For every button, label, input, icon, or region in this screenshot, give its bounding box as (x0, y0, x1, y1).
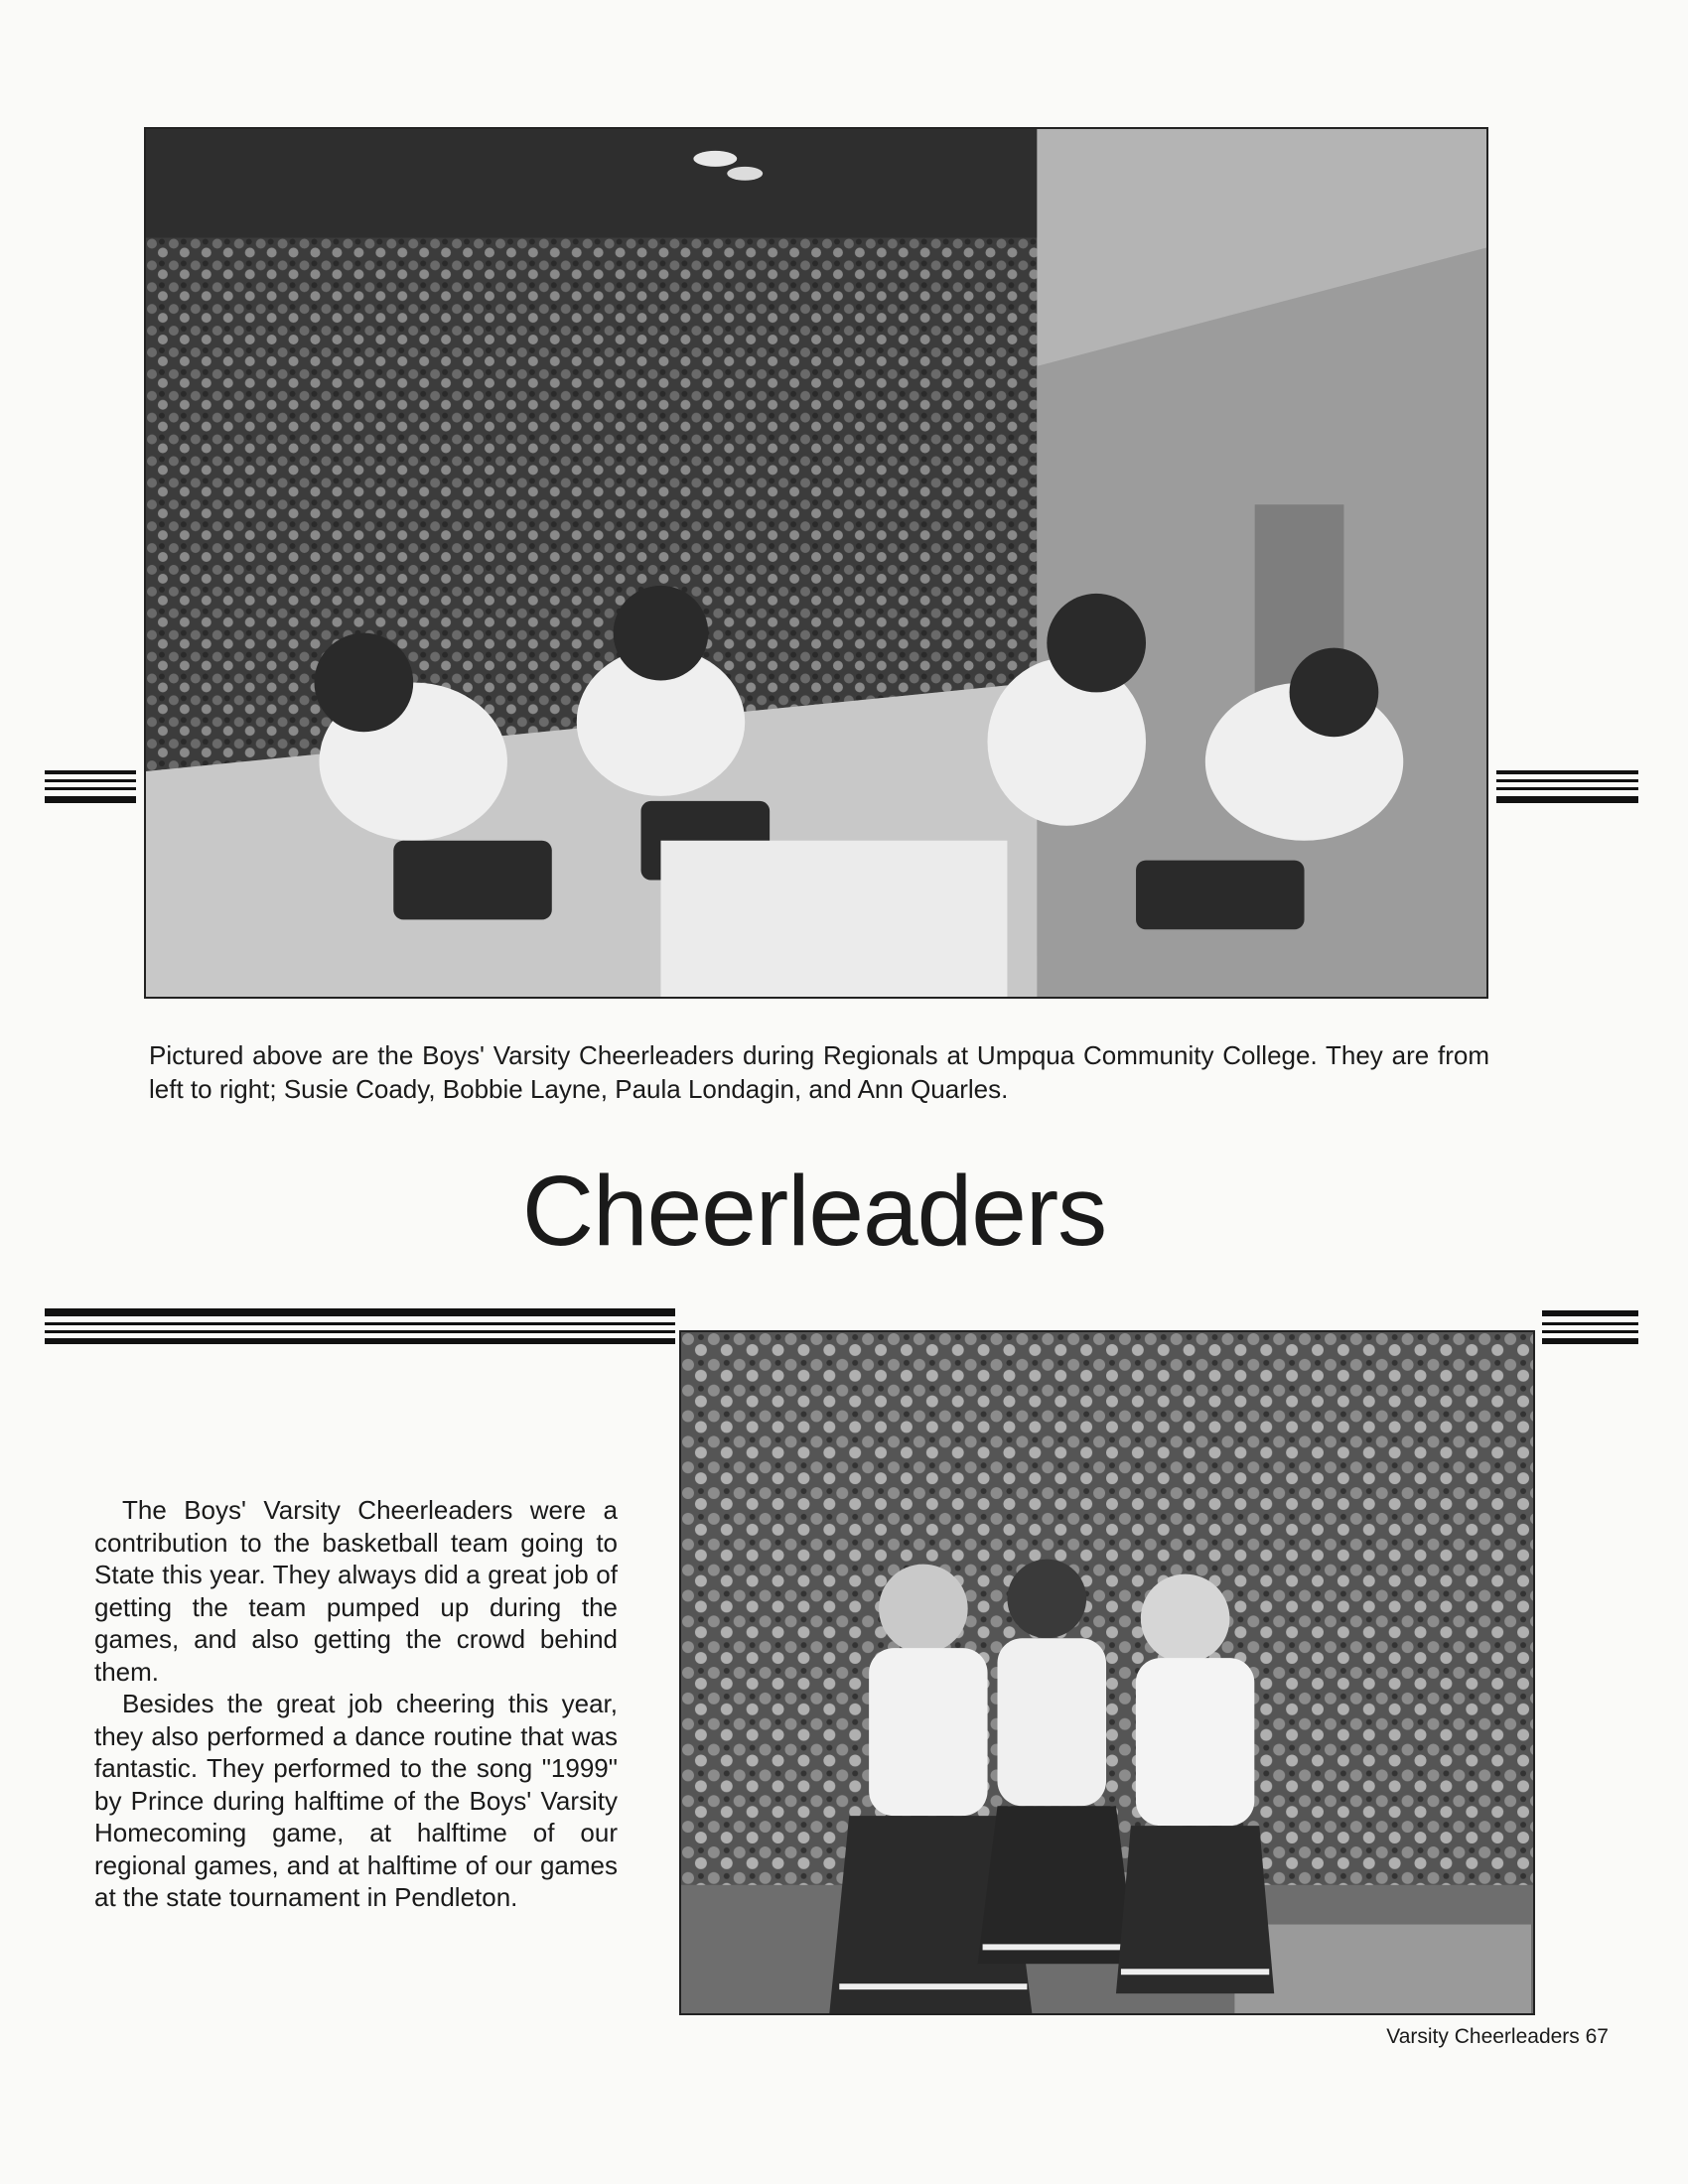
page-title: Cheerleaders (521, 1156, 1107, 1267)
body-paragraph-1: The Boys' Varsity Cheerleaders were a contribution to the basketball team going to State this year. They always did a great job of getting the team pumped up during the games, and also getting the crowd behind them. (94, 1495, 618, 1687)
rule-left-top (45, 770, 136, 820)
page-folio: Varsity Cheerleaders 67 (1386, 2025, 1609, 2048)
article-body (94, 1494, 618, 1914)
rule-left-bottom (45, 1308, 675, 1358)
photo-caption: Pictured above are the Boys' Varsity Cheerleaders during Regionals at Umpqua Community College. They are from left to right; Susie Coady, Bobbie Layne, Paula Londagin, and Ann Quarles. (149, 1040, 1489, 1104)
body-paragraph-2: Besides the great job cheering this year, they also performed a dance routine that was fantastic. They performed to the song "1999" by Prince during halftime of the Boys' Varsity Homecoming game, at halftime of our regional games, and at halftime of our games at the state tournament in Pendleton. (94, 1689, 618, 1912)
rule-right-top (1496, 770, 1638, 820)
bottom-photo-image (681, 1332, 1533, 2013)
rule-right-bottom (1542, 1310, 1638, 1360)
top-photo-image (146, 129, 1486, 997)
bottom-photo (679, 1330, 1535, 2015)
top-photo (144, 127, 1488, 999)
